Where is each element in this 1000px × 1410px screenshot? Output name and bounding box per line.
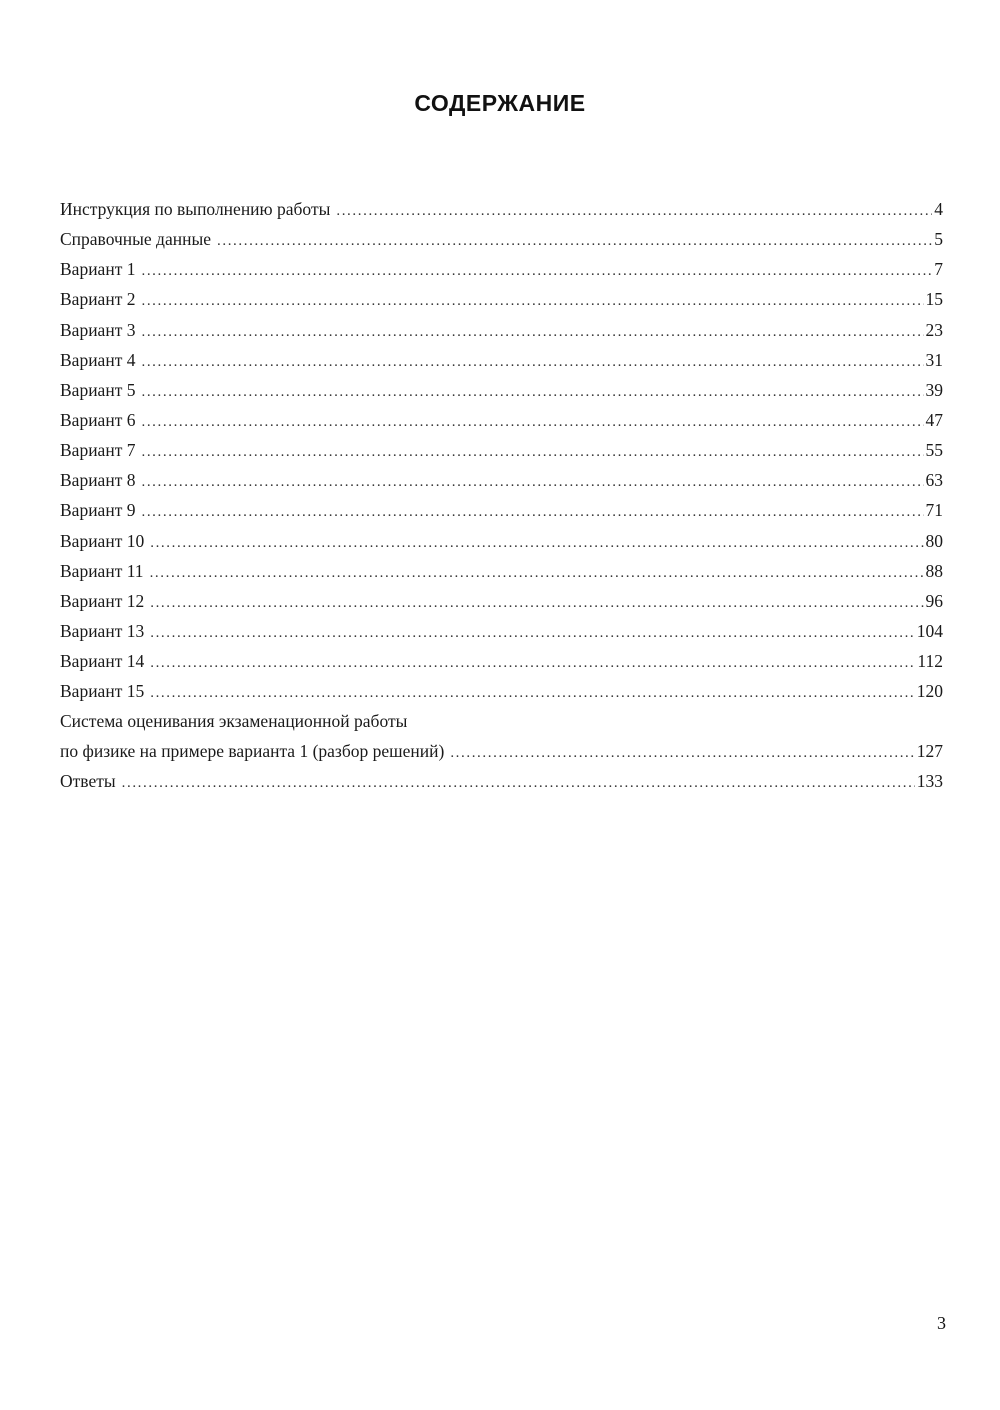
toc-entry-label: Вариант 1: [60, 259, 136, 280]
toc-entry-page: 15: [925, 289, 943, 310]
toc-entry-variant-13[interactable]: [60, 618, 943, 648]
toc-entry-label: Вариант 12: [60, 590, 145, 611]
toc-entry-page: 120: [916, 681, 943, 702]
toc-entry-variant-5[interactable]: [60, 377, 943, 407]
toc-entry-label: Вариант 8: [60, 470, 136, 491]
toc-leader-dots: [141, 258, 932, 285]
toc-entry-variant-15[interactable]: [60, 678, 943, 708]
toc-entry-label: Вариант 14: [60, 651, 145, 672]
toc-leader-dots: [141, 379, 923, 406]
toc-entry-variant-12[interactable]: [60, 588, 943, 618]
toc-entry-page: 47: [925, 409, 943, 430]
toc-entry-label: Вариант 11: [60, 560, 144, 581]
toc-entry-reference-data[interactable]: [60, 226, 943, 256]
toc-leader-dots: [150, 650, 915, 677]
toc-leader-dots: [217, 228, 932, 255]
toc-entry-label: Вариант 13: [60, 620, 145, 641]
toc-entry-grading-system[interactable]: [60, 708, 943, 765]
toc-leader-dots: [150, 530, 923, 557]
toc-entry-label-line-1: Система оценивания экзаменационной работы: [60, 711, 408, 732]
toc-entry-page: 104: [916, 620, 943, 641]
toc-entry-label: Вариант 15: [60, 681, 145, 702]
toc-entry-page: 133: [916, 771, 943, 792]
toc-entry-label: Инструкция по выполнению работы: [60, 199, 331, 219]
toc-entry-label: Вариант 7: [60, 440, 136, 461]
toc-entry-page: 31: [925, 349, 943, 370]
toc-entry-variant-9[interactable]: [60, 497, 943, 527]
toc-entry-label: Вариант 6: [60, 409, 136, 430]
toc-leader-dots: [150, 590, 923, 617]
toc-entry-variant-3[interactable]: [60, 317, 943, 347]
toc-entry-label: Справочные данные: [60, 229, 211, 250]
toc-entry-page: 55: [925, 440, 943, 461]
toc-entry-page: 96: [925, 590, 943, 611]
toc-entry-label-line-2: по физике на примере варианта 1 (разбор решений): [60, 741, 445, 762]
toc-entry-page: 7: [934, 259, 943, 280]
toc-leader-dots: [141, 409, 923, 436]
toc-leader-dots: [122, 770, 915, 797]
toc-entry-page: 39: [925, 379, 943, 400]
toc-entry-variant-14[interactable]: [60, 648, 943, 678]
toc-entry-answers[interactable]: [60, 768, 943, 798]
toc-leader-dots: [450, 740, 914, 767]
toc-leader-dots: [141, 439, 923, 466]
toc-entry-variant-4[interactable]: [60, 347, 943, 377]
page-title: СОДЕРЖАНИЕ: [414, 90, 586, 116]
toc-entry-variant-6[interactable]: [60, 407, 943, 437]
toc-leader-dots: [150, 620, 915, 647]
toc-leader-dots: [141, 288, 923, 315]
toc-entry-label: Вариант 3: [60, 319, 136, 340]
toc-leader-dots: [150, 680, 915, 707]
toc-entry-variant-2[interactable]: [60, 286, 943, 316]
toc-entry-page: 71: [925, 500, 943, 521]
toc-entry-variant-11[interactable]: [60, 558, 943, 588]
toc-leader-dots: [150, 560, 924, 587]
toc-entry-label: Ответы: [60, 771, 116, 792]
toc-entry-variant-1[interactable]: [60, 256, 943, 286]
toc-entry-page: 112: [917, 651, 943, 672]
toc-entry-label: Вариант 4: [60, 349, 136, 370]
toc-entry-label: Вариант 9: [60, 500, 136, 521]
toc-leader-dots: [141, 499, 923, 526]
toc-entry-page: 127: [916, 741, 943, 762]
toc-entry-page: 63: [925, 470, 943, 491]
toc-entry-variant-10[interactable]: [60, 528, 943, 558]
toc-leader-dots: [141, 349, 923, 376]
toc-leader-dots: [336, 198, 932, 225]
toc-entry-page: 23: [925, 319, 943, 340]
toc-entry-instructions[interactable]: [60, 196, 943, 226]
toc-entry-label: Вариант 10: [60, 530, 145, 551]
toc-entry-label: Вариант 2: [60, 289, 136, 310]
toc-leader-dots: [141, 469, 923, 496]
page-number: 3: [937, 1313, 946, 1333]
toc-entry-page: 5: [934, 229, 943, 250]
table-of-contents: [60, 196, 943, 799]
toc-entry-page: 88: [925, 560, 943, 581]
toc-entry-page: 80: [925, 530, 943, 551]
toc-leader-dots: [141, 319, 923, 346]
toc-entry-variant-7[interactable]: [60, 437, 943, 467]
toc-entry-label: Вариант 5: [60, 379, 136, 400]
toc-entry-page: 4: [934, 199, 943, 219]
toc-entry-variant-8[interactable]: [60, 467, 943, 497]
